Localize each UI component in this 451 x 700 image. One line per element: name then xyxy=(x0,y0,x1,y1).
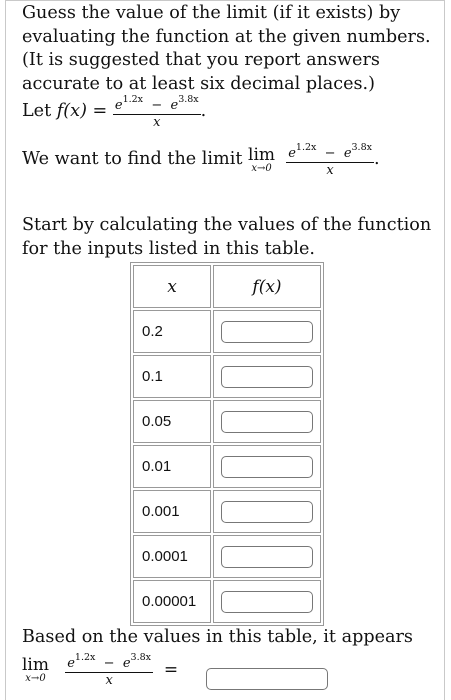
exp-power-a: 1.2x xyxy=(295,142,317,153)
values-table xyxy=(130,262,324,626)
fx-answer-input[interactable] xyxy=(221,501,313,523)
table-row xyxy=(133,310,321,353)
function-denominator: x xyxy=(153,115,161,130)
fx-answer-input[interactable] xyxy=(221,456,313,478)
limit-sentence: We want to find the limit xyxy=(22,148,243,169)
function-name: f(x) xyxy=(56,100,87,121)
minus-sign: − xyxy=(151,98,163,113)
table-row xyxy=(133,355,321,398)
final-limit-numerator xyxy=(65,650,153,672)
limit-operator xyxy=(22,656,49,684)
final-limit-expression xyxy=(22,650,178,689)
fx-answer-input[interactable] xyxy=(221,321,313,343)
fx-answer-cell xyxy=(213,400,321,443)
table-header-row xyxy=(133,265,321,308)
fx-answer-cell xyxy=(213,310,321,353)
limit-fraction xyxy=(286,140,374,179)
exp-power-a: 1.2x xyxy=(74,652,96,663)
problem-intro: Guess the value of the limit (if it exists) by evaluating the function at the given numbers. (It is suggested that you report answers accurate to at least six decimal places.) xyxy=(22,3,431,94)
x-value-cell: 0.0001 xyxy=(133,535,211,578)
exp-power-b: 3.8x xyxy=(178,94,199,105)
function-fraction xyxy=(113,92,201,131)
table-instruction: Start by calculating the values of the function for the inputs listed in this table. xyxy=(22,215,432,259)
column-header-x: x xyxy=(133,265,211,308)
exp-base-b: e xyxy=(122,656,131,671)
exp-base-a: e xyxy=(288,146,296,161)
fx-answer-cell xyxy=(213,580,321,623)
x-value-cell: 0.1 xyxy=(133,355,211,398)
final-limit-denominator: x xyxy=(105,673,113,688)
limit-answer-input[interactable] xyxy=(206,668,328,690)
period: . xyxy=(200,100,207,121)
exp-base-b: e xyxy=(170,98,179,113)
table-row xyxy=(133,445,321,488)
period: . xyxy=(373,148,380,169)
fx-answer-input[interactable] xyxy=(221,591,313,613)
fx-answer-cell xyxy=(213,535,321,578)
lim-subscript: x→0 xyxy=(25,672,46,684)
minus-sign: − xyxy=(103,656,115,671)
lim-subscript: x→0 xyxy=(251,162,272,174)
equals-sign: = xyxy=(163,659,179,680)
column-header-fx: f(x) xyxy=(213,265,321,308)
limit-statement xyxy=(22,140,434,179)
limit-denominator: x xyxy=(326,163,334,178)
final-limit-fraction xyxy=(65,650,153,689)
lim-word: lim xyxy=(22,654,49,675)
exp-base-b: e xyxy=(343,146,352,161)
fx-answer-input[interactable] xyxy=(221,411,313,433)
x-value-cell: 0.05 xyxy=(133,400,211,443)
function-definition xyxy=(22,92,434,131)
fx-answer-cell xyxy=(213,355,321,398)
limit-operator xyxy=(248,146,275,174)
minus-sign: − xyxy=(324,146,336,161)
x-value-cell: 0.01 xyxy=(133,445,211,488)
lim-word: lim xyxy=(248,144,276,165)
exp-power-a: 1.2x xyxy=(122,94,144,105)
exp-base-a: e xyxy=(114,98,123,113)
conclusion-text: Based on the values in this table, it appears xyxy=(22,627,413,647)
fx-answer-cell xyxy=(213,490,321,533)
x-value-cell: 0.00001 xyxy=(133,580,211,623)
equals-sign: = xyxy=(92,100,108,121)
table-row xyxy=(133,490,321,533)
function-numerator xyxy=(113,92,201,114)
exp-power-b: 3.8x xyxy=(351,142,372,153)
fx-answer-cell xyxy=(213,445,321,488)
x-value-cell: 0.2 xyxy=(133,310,211,353)
table-row xyxy=(133,535,321,578)
table-row xyxy=(133,400,321,443)
x-value-cell: 0.001 xyxy=(133,490,211,533)
limit-numerator xyxy=(286,140,374,162)
fx-answer-input[interactable] xyxy=(221,546,313,568)
fx-answer-input[interactable] xyxy=(221,366,313,388)
let-label: Let xyxy=(22,100,52,121)
exp-power-b: 3.8x xyxy=(130,652,151,663)
table-row xyxy=(133,580,321,623)
exp-base-a: e xyxy=(67,656,75,671)
